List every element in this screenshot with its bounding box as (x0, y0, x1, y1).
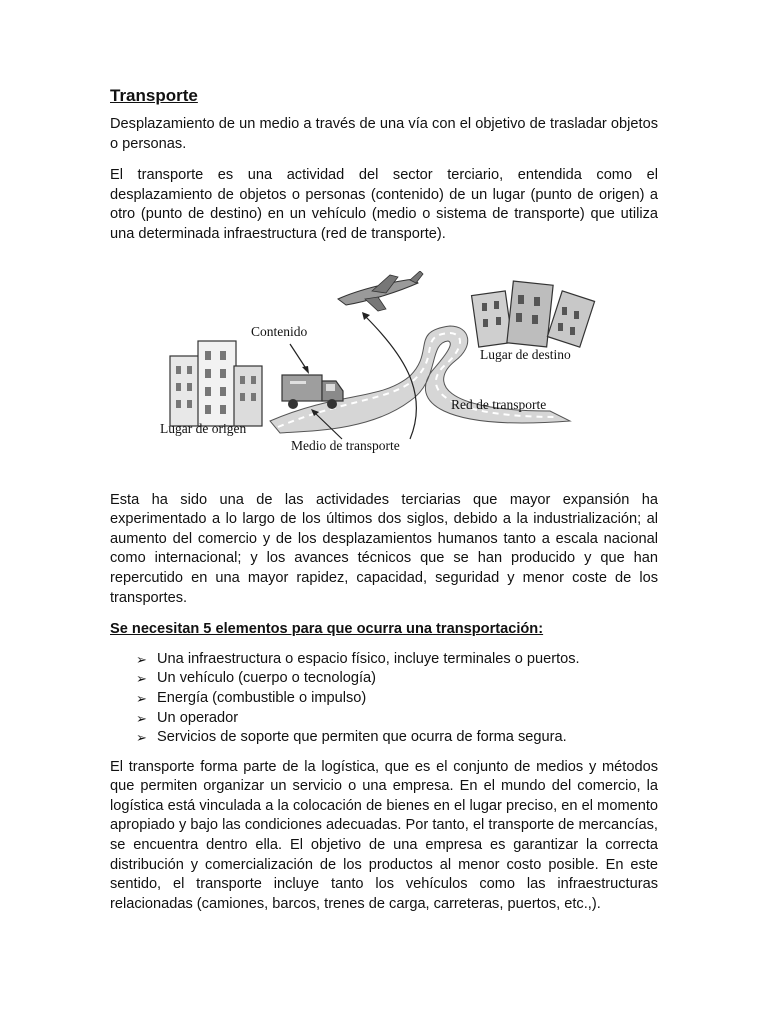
logistics-paragraph: El transporte forma parte de la logística, que es el conjunto de medios y métodos que permiten organizar un servicio o una empresa. En el mundo del comercio, la logística está vinculada a la colocación de bienes en el lugar preciso, en el momento apropiado y bajo las condiciones adecuadas. Por tanto, el transporte de mercancías, se encuentra dentro ella. El objetivo de una empresa es garantizar la correcta distribución y comercialización de los productos al menor costo posible. En este sentido, el transporte incluye tanto los vehículos como las infraestructuras relacionadas (camiones, barcos, trenes de carga, carreteras, puertos, etc.,). (110, 758, 658, 912)
arrow-bullet-icon: ➢ (136, 690, 147, 706)
label-lugar-destino: Lugar de destino (480, 346, 571, 362)
list-item: ➢ Energía (combustible o impulso) (136, 689, 658, 709)
list-item: ➢ Un vehículo (cuerpo o tecnología) (136, 669, 658, 689)
arrow-bullet-icon: ➢ (136, 730, 147, 746)
description-paragraph: El transporte es una actividad del sector terciario, entendida como el desplazamiento de objetos o personas (contenido) de un lugar (punto de origen) a otro (punto de destino) en un vehículo (medio o sistema de transporte) que utiliza una determinada infraestructura (red de transporte). (110, 167, 658, 242)
definition-paragraph: Desplazamiento de un medio a través de una vía con el objetivo de trasladar objetos o personas. (110, 116, 658, 152)
document-page (110, 85, 658, 926)
airplane-icon (338, 271, 423, 311)
label-medio-transporte: Medio de transporte (291, 437, 400, 453)
origin-buildings-icon (170, 341, 262, 426)
destination-buildings-icon (472, 281, 595, 347)
page-title: Transporte (110, 86, 198, 105)
label-red-transporte: Red de transporte (451, 396, 547, 412)
arrow-contenido (290, 344, 307, 370)
label-contenido: Contenido (251, 323, 308, 339)
truck-icon (282, 375, 343, 409)
label-lugar-origen: Lugar de origen (160, 420, 247, 436)
arrow-bullet-icon: ➢ (136, 710, 147, 726)
elements-list (110, 650, 658, 748)
expansion-paragraph: Esta ha sido una de las actividades terciarias que mayor expansión ha experimentado a lo largo de los últimos dos siglos, debido a la industrialización; al aumento del comercio y de los desplazamientos humanos tanto a escala nacional como internacional; y los avances técnicos que se han producido y que han repercutido en una mayor rapidez, capacidad, seguridad y menor coste de los transportes. (110, 491, 658, 606)
list-item: ➢ Una infraestructura o espacio físico, incluye terminales o puertos. (136, 650, 658, 670)
arrow-bullet-icon: ➢ (136, 651, 147, 667)
arrow-bullet-icon: ➢ (136, 671, 147, 687)
list-item: ➢ Un operador (136, 709, 658, 729)
transport-diagram (110, 271, 658, 467)
elements-heading: Se necesitan 5 elementos para que ocurra una transportación: (110, 621, 544, 638)
list-item: ➢ Servicios de soporte que permiten que ocurra de forma segura. (136, 728, 658, 748)
